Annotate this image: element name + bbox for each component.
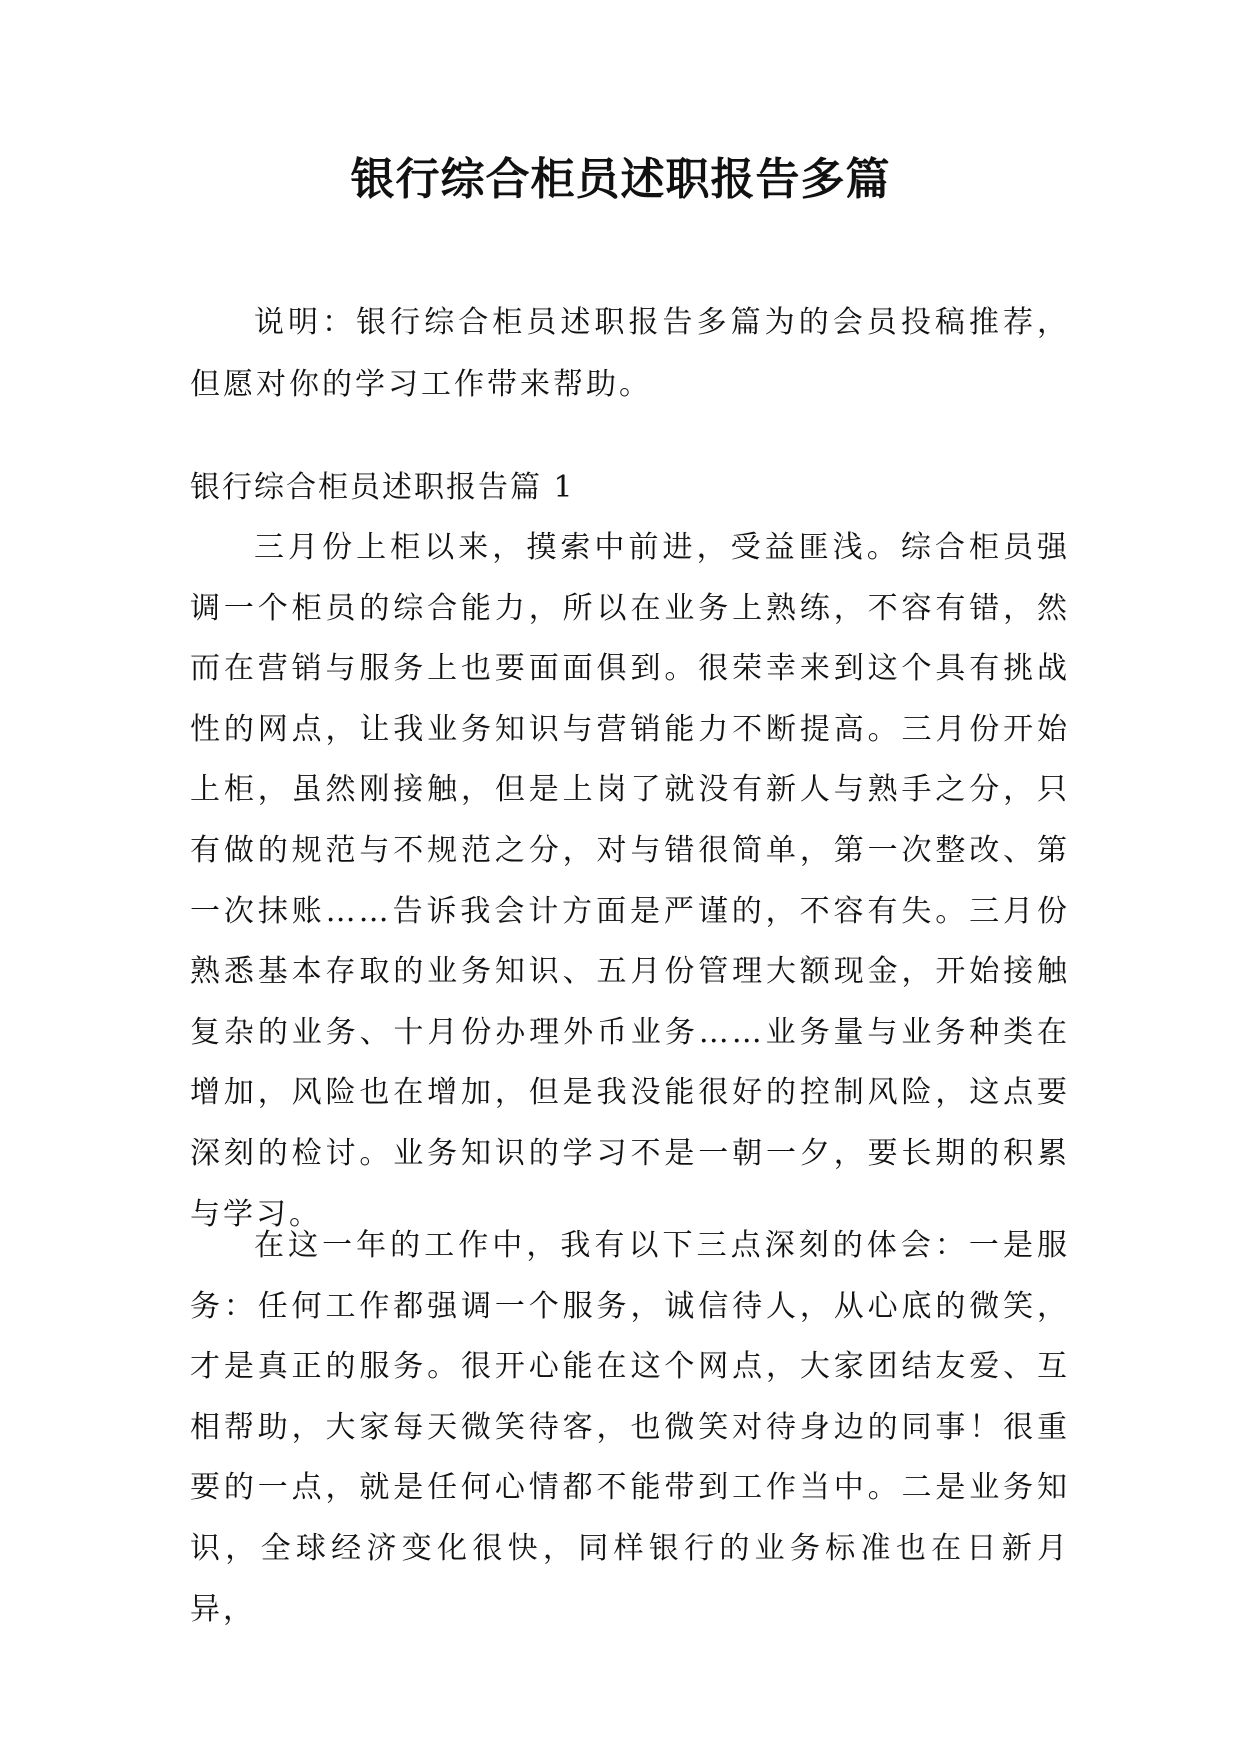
- intro-paragraph: 说明：银行综合柜员述职报告多篇为的会员投稿推荐，但愿对你的学习工作带来帮助。: [190, 305, 1070, 402]
- body-paragraph: 在这一年的工作中，我有以下三点深刻的体会：一是服务：任何工作都强调一个服务，诚信待人，从心底的微笑，才是真正的服务。很开心能在这个网点，大家团结友爱、互相帮助，大家每天微笑待客，也微笑对待身边的同事！很重要的一点，就是任何心情都不能带到工作当中。二是业务知识，全球经济变化很快，同样银行的业务标准也在日新月异，: [190, 1228, 1070, 1627]
- document-title: 银行综合柜员述职报告多篇: [350, 154, 891, 205]
- body-paragraph: 三月份上柜以来，摸索中前进，受益匪浅。综合柜员强调一个柜员的综合能力，所以在业务上熟练，不容有错，然而在营销与服务上也要面面俱到。很荣幸来到这个具有挑战性的网点，让我业务知识与营销能力不断提高。三月份开始上柜，虽然刚接触，但是上岗了就没有新人与熟手之分，只有做的规范与不规范之分，对与错很简单，第一次整改、第一次抹账……告诉我会计方面是严谨的，不容有失。三月份熟悉基本存取的业务知识、五月份管理大额现金，开始接触复杂的业务、十月份办理外币业务……业务量与业务种类在增加，风险也在增加，但是我没能很好的控制风险，这点要深刻的检讨。业务知识的学习不是一朝一夕，要长期的积累与学习。: [190, 530, 1070, 1232]
- section-heading: 银行综合柜员述职报告篇 1: [190, 470, 575, 505]
